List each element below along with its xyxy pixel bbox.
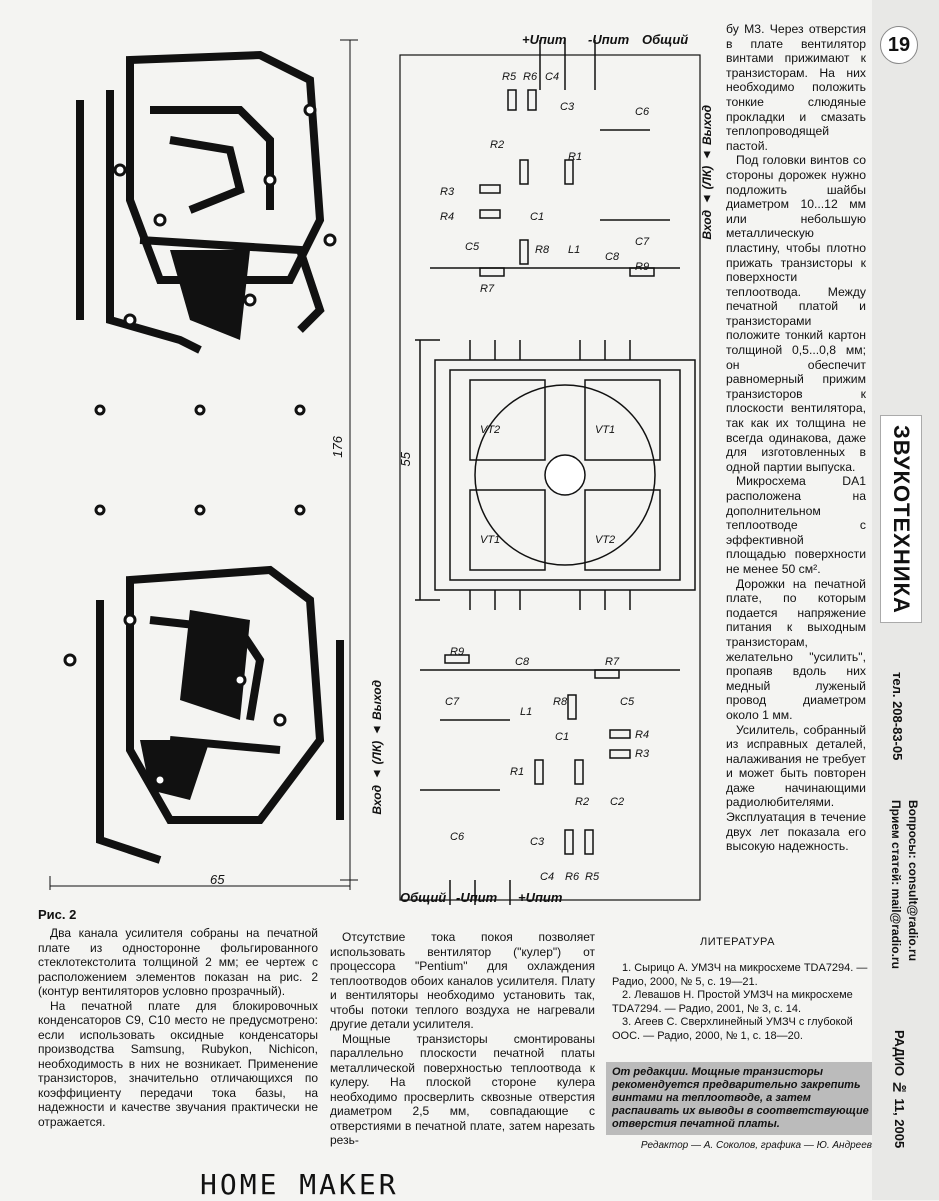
svg-text:R4: R4 — [440, 211, 455, 223]
pcb-drawing — [40, 20, 360, 890]
svg-text:R8: R8 — [535, 244, 550, 256]
svg-text:R1: R1 — [568, 151, 583, 163]
paragraph: Под головки винтов со стороны дорожек нужно подложить шайбы диаметром 10...12 мм или небольшую металлическую пластину, чтобы плотно прижать транзисторы к поверхности теплоотвода. Между печатной платой и транзисторами положите тонкий картон толщиной 0,5...0,8 мм; он обеспечит равномерный прижим транзисторов к плоскости вентилятора, так как их толщина не всегда одинакова, даже для изготовленных в одной партии выпуска. — [726, 153, 866, 474]
phone: тел. 208-83-05 — [890, 672, 905, 761]
label-plus-u: +Uпит — [522, 32, 567, 47]
label-common: Общий — [642, 32, 689, 47]
figure-caption: Рис. 2 — [38, 907, 77, 922]
contact-submissions: Прием статей: mail@radio.ru — [889, 800, 903, 969]
svg-text:R4: R4 — [635, 729, 650, 741]
page-number: 19 — [880, 26, 918, 64]
handwritten-note: HOME MAKER — [200, 1168, 399, 1201]
svg-text:R9: R9 — [635, 261, 650, 273]
dim-width: 65 — [210, 872, 225, 887]
label-io-bottom: Вход ▲ (ЛК) ▲ Выход — [370, 680, 384, 815]
svg-text:C7: C7 — [445, 696, 460, 708]
svg-text:R3: R3 — [440, 186, 455, 198]
literature-list — [612, 962, 870, 1043]
svg-text:R7: R7 — [605, 656, 620, 668]
svg-text:R6: R6 — [523, 71, 538, 83]
svg-text:C3: C3 — [530, 836, 545, 848]
contact-questions: Вопросы: consult@radio.ru — [906, 800, 920, 962]
svg-text:R9: R9 — [450, 646, 465, 658]
paragraph: Усилитель, собранный из исправных деталей, налаживания не требует и может быть повторен даже начинающими радиолюбителями. Эксплуатация в течение двух лет показала его высокую надежность. — [726, 722, 866, 854]
svg-text:R1: R1 — [510, 766, 525, 778]
label-common-bottom: Общий — [400, 890, 447, 905]
label-io-top: Вход ▲ (ЛК) ▲ Выход — [700, 105, 714, 240]
dim-height: 176 — [330, 436, 345, 458]
paragraph: На печатной плате для блокировочных конденсаторов C9, C10 место не предусмотрено: если использовать оксидные конденсаторы производства Samsung, Rubykon, Nichicon, необходимость в них не возникает. Применение транзисторов, значительно отличающихся по коэффициенту передачи тока базы, на надежности и качестве звучания практически не отражается. — [38, 998, 318, 1129]
svg-text:C6: C6 — [635, 106, 650, 118]
svg-text:R5: R5 — [502, 71, 517, 83]
svg-text:R2: R2 — [575, 796, 590, 808]
text-column-1 — [38, 926, 318, 1129]
svg-text:VT1: VT1 — [595, 424, 616, 436]
paragraph: Мощные транзисторы смонтированы параллельно плоскости печатной платы металлической поверхностью теплоотвода к кулеру. На плоской стороне кулера необходимо просверлить сквозные отверстия диаметром 2,5 мм, совпадающие с отверстиями в печатной плате, затем нарезать резь- — [330, 1031, 595, 1147]
svg-text:R3: R3 — [635, 748, 650, 760]
label-minus-u-bottom: -Uпит — [456, 890, 498, 905]
label-minus-u: -Uпит — [588, 32, 630, 47]
svg-text:R2: R2 — [490, 139, 505, 151]
component-layout-drawing — [380, 30, 710, 910]
paragraph: Микросхема DA1 расположена на дополнительном теплоотводе с эффективной площадью поверхности не менее 50 см². — [726, 474, 866, 576]
literature-item: 2. Левашов Н. Простой УМЗЧ на микросхеме TDA7294. — Радио, 2001, № 3, с. 14. — [612, 989, 853, 1015]
svg-text:L1: L1 — [568, 244, 581, 256]
svg-text:R6: R6 — [565, 871, 580, 883]
literature-item: 3. Агеев С. Сверхлинейный УМЗЧ с глубокой ООС. — Радио, 2000, № 1, с. 18—20. — [612, 1016, 853, 1042]
svg-text:C1: C1 — [555, 731, 570, 743]
svg-text:C4: C4 — [540, 871, 555, 883]
svg-text:C6: C6 — [450, 831, 465, 843]
paragraph: Отсутствие тока покоя позволяет использовать вентилятор ("кулер") от процессора "Pentium" для охлаждения теплоотводов обоих каналов усилителя. Плату и вентиляторы необходимо установить так, чтобы потоки теплого воздуха не нагревали другие детали усилителя. — [330, 930, 595, 1031]
svg-text:R8: R8 — [553, 696, 568, 708]
literature-item: 1. Сырицо А. УМЗЧ на микросхеме TDA7294. — Радио, 2000, № 5, с. 19—21. — [612, 962, 868, 988]
issue-label: РАДИО № 11, 2005 — [892, 1030, 907, 1149]
text-column-right — [726, 22, 866, 854]
svg-text:C1: C1 — [530, 211, 545, 223]
svg-text:R7: R7 — [480, 283, 495, 295]
svg-text:C4: C4 — [545, 71, 560, 83]
dim-55: 55 — [398, 452, 413, 467]
svg-text:R5: R5 — [585, 871, 600, 883]
svg-text:C7: C7 — [635, 236, 650, 248]
section-title: ЗВУКОТЕХНИКА — [880, 415, 922, 623]
text-column-2 — [330, 930, 595, 1148]
paragraph: Два канала усилителя собраны на печатной плате из односторонне фольгированного стеклотекстолита толщиной 2 мм; ее чертеж с расположением элементов показан на рис. 2 (контур вентиляторов условно прозрачный). — [38, 926, 318, 998]
svg-text:C5: C5 — [465, 241, 480, 253]
svg-text:VT2: VT2 — [480, 424, 501, 436]
paragraph: Дорожки на печатной плате, по которым подается напряжение питания к выходным транзисторам, желательно "усилить", пропаяв вдоль них медный луженый провод диаметром около 1 мм. — [726, 576, 866, 722]
svg-text:C8: C8 — [515, 656, 530, 668]
label-plus-u-bottom: +Uпит — [518, 890, 563, 905]
editorial-note: От редакции. Мощные транзисторы рекомендуется предварительно закрепить винтами на теплоотводе, а затем распаивать их выводы в соответствующие отверстия печатной платы. — [606, 1062, 882, 1135]
svg-text:C5: C5 — [620, 696, 635, 708]
svg-text:C3: C3 — [560, 101, 575, 113]
svg-text:L1: L1 — [520, 706, 533, 718]
svg-text:C8: C8 — [605, 251, 620, 263]
svg-text:VT2: VT2 — [595, 534, 616, 546]
credits: Редактор — А. Соколов, графика — Ю. Андреев — [640, 1140, 872, 1151]
literature-title: ЛИТЕРАТУРА — [700, 936, 775, 948]
paragraph: бу М3. Через отверстия в плате вентилятор винтами прижимают к транзисторам. На них необходимо положить тонкие слюдяные прокладки и смазать теплопроводящей пастой. — [726, 22, 866, 153]
svg-text:C2: C2 — [610, 796, 625, 808]
svg-text:VT1: VT1 — [480, 534, 501, 546]
